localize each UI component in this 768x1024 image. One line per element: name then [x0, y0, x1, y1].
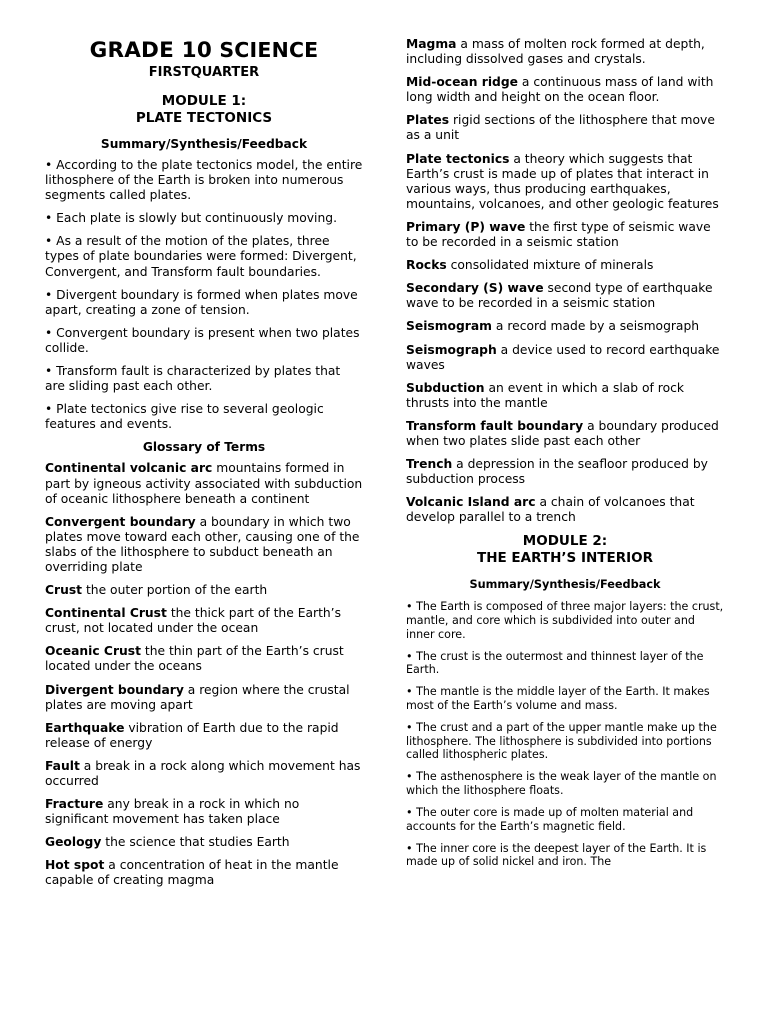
- glossary-definition: the outer portion of the earth: [85, 583, 268, 598]
- glossary-term: Fracture: [45, 797, 104, 812]
- glossary-term: Convergent boundary: [45, 514, 196, 529]
- glossary-definition: a boundary produced when two plates slide past each other: [406, 418, 719, 448]
- glossary-definition: the thick part of the Earth’s crust, not located under the ocean: [45, 606, 341, 636]
- summary-item: • According to the plate tectonics model, the entire lithosphere of the Earth is broken into numerous segments called plates.: [45, 158, 363, 203]
- glossary-definition: vibration of Earth due to the rapid release of energy: [45, 720, 339, 750]
- summary-item: • Plate tectonics give rise to several geologic features and events.: [45, 402, 324, 432]
- glossary-entry: [406, 152, 724, 212]
- glossary-term: Divergent boundary: [45, 682, 184, 697]
- title-subject: SCIENCE: [219, 38, 319, 62]
- glossary-definition: mountains formed in part by igneous activity associated with subduction of oceanic lithosphere beneath a continent: [45, 461, 363, 506]
- glossary-entry: [406, 258, 724, 273]
- glossary-entry: [45, 461, 363, 506]
- glossary-entry: [406, 220, 724, 250]
- glossary-entry: [45, 583, 363, 598]
- summary-item: • The crust and a part of the upper mantle make up the lithosphere. The lithosphere is subdivided into portions called lithospheric plates.: [406, 721, 717, 762]
- module2-summary-heading: Summary/Synthesis/Feedback: [469, 578, 661, 592]
- glossary-term: Primary (P) wave: [406, 219, 526, 234]
- glossary-definition: a chain of volcanoes that develop parallel to a trench: [406, 495, 695, 525]
- glossary-entry: [406, 495, 724, 525]
- summary-item: • The Earth is composed of three major layers: the crust, mantle, and core which is subdivided into outer and inner core.: [406, 600, 724, 641]
- glossary-term: Fault: [45, 758, 80, 773]
- glossary-definition: the first type of seismic wave to be recorded in a seismic station: [406, 219, 711, 250]
- glossary-term: Plate tectonics: [406, 151, 510, 166]
- summary-item: • Each plate is slowly but continuously moving.: [45, 211, 337, 226]
- glossary-entry: [406, 419, 724, 449]
- quarter-subtitle: FIRSTQUARTER: [148, 65, 260, 80]
- glossary-entry: [45, 683, 363, 713]
- glossary-entry: [406, 343, 724, 373]
- glossary-term: Earthquake: [45, 720, 125, 735]
- glossary-term: Continental Crust: [45, 606, 167, 621]
- glossary-definition: a device used to record earthquake waves: [406, 342, 720, 372]
- module1-name: PLATE TECTONICS: [135, 110, 273, 126]
- glossary-entry: [406, 113, 724, 143]
- glossary-definition: a boundary in which two plates move toward each other, causing one of the slabs of the lithosphere to subduct beneath an overriding plate: [45, 514, 360, 574]
- page-title: [45, 37, 363, 64]
- glossary-definition: a concentration of heat in the mantle capable of creating magma: [45, 858, 339, 888]
- glossary-heading: Glossary of Terms: [142, 440, 266, 455]
- module2-name: THE EARTH’S INTERIOR: [477, 550, 653, 567]
- module1-summary-heading: Summary/Synthesis/Feedback: [100, 137, 308, 151]
- glossary-term: Hot spot: [45, 858, 105, 873]
- module1-number: MODULE 1:: [161, 93, 247, 109]
- summary-item: • As a result of the motion of the plates, three types of plate boundaries were formed: Divergent, Convergent, and Transform fault boundaries.: [45, 234, 357, 279]
- summary-item: • Divergent boundary is formed when plates move apart, creating a zone of tension.: [45, 287, 358, 317]
- glossary-term: Trench: [406, 457, 453, 472]
- glossary-entry: [45, 606, 363, 636]
- right-column: [406, 37, 724, 877]
- glossary-definition: an event in which a slab of rock thrusts into the mantle: [406, 380, 684, 410]
- summary-item: • Convergent boundary is present when two plates collide.: [45, 325, 360, 355]
- summary-item: • The mantle is the middle layer of the Earth. It makes most of the Earth’s volume and mass.: [406, 685, 710, 712]
- glossary-definition: a mass of molten rock formed at depth, including dissolved gases and crystals.: [406, 37, 705, 67]
- glossary-term: Subduction: [406, 380, 485, 395]
- module2-title: [406, 533, 724, 567]
- glossary-definition: any break in a rock in which no significant movement has taken place: [45, 797, 300, 827]
- glossary-term: Volcanic Island arc: [406, 495, 536, 510]
- glossary-definition: the science that studies Earth: [105, 835, 290, 850]
- glossary-term: Rocks: [406, 258, 447, 273]
- module2-number: MODULE 2:: [522, 533, 608, 550]
- glossary-entry: [45, 797, 363, 827]
- summary-item: • The asthenosphere is the weak layer of the mantle on which the lithosphere floats.: [406, 770, 717, 797]
- glossary-definition: consolidated mixture of minerals: [450, 258, 654, 273]
- glossary-definition: a record made by a seismograph: [495, 319, 700, 334]
- glossary-definition: a depression in the seafloor produced by subduction process: [406, 457, 708, 487]
- glossary-entry: [406, 281, 724, 311]
- summary-item: • The crust is the outermost and thinnest layer of the Earth.: [406, 649, 704, 677]
- glossary-definition: a continuous mass of land with long width and height on the ocean floor.: [406, 75, 714, 105]
- left-column: [45, 37, 363, 897]
- glossary-term: Mid-ocean ridge: [406, 75, 518, 90]
- glossary-entry: [45, 858, 363, 888]
- glossary-definition: the thin part of the Earth’s crust located under the oceans: [45, 644, 344, 674]
- summary-item: • The outer core is made up of molten material and accounts for the Earth’s magnetic field.: [406, 806, 694, 833]
- glossary-term: Crust: [45, 583, 83, 598]
- glossary-term: Continental volcanic arc: [45, 461, 213, 476]
- glossary-term: Secondary (S) wave: [406, 281, 544, 296]
- glossary-term: Seismogram: [406, 319, 492, 334]
- summary-item: • The inner core is the deepest layer of the Earth. It is made up of solid nickel and iron. The: [406, 841, 707, 869]
- summary-item: • Transform fault is characterized by plates that are sliding past each other.: [45, 364, 341, 394]
- module1-title: [45, 93, 363, 127]
- glossary-term: Oceanic Crust: [45, 644, 141, 659]
- glossary-entry: [45, 515, 363, 575]
- glossary-entry: [406, 75, 724, 105]
- glossary-entry: [406, 381, 724, 411]
- glossary-term: Seismograph: [406, 342, 497, 357]
- glossary-term: Plates: [406, 113, 450, 128]
- glossary-definition: second type of earthquake wave to be recorded in a seismic station: [406, 281, 713, 311]
- glossary-entry: [45, 721, 363, 751]
- glossary-term: Magma: [406, 37, 457, 51]
- glossary-definition: a region where the crustal plates are moving apart: [45, 682, 350, 712]
- glossary-entry: [45, 759, 363, 789]
- glossary-entry: [45, 835, 363, 850]
- glossary-entry: [406, 457, 724, 487]
- glossary-definition: a break in a rock along which movement has occurred: [45, 758, 361, 788]
- glossary-entry: [406, 37, 724, 67]
- glossary-term: Geology: [45, 835, 102, 850]
- glossary-definition: rigid sections of the lithosphere that move as a unit: [406, 113, 715, 143]
- glossary-term: Transform fault boundary: [406, 418, 584, 433]
- title-grade: GRADE 10: [89, 38, 212, 63]
- glossary-entry: [406, 319, 724, 334]
- glossary-definition: a theory which suggests that Earth’s crust is made up of plates that interact in various ways, thus producing earthquakes, mountains, volcanoes, and other geologic features: [406, 151, 719, 211]
- glossary-entry: [45, 644, 363, 674]
